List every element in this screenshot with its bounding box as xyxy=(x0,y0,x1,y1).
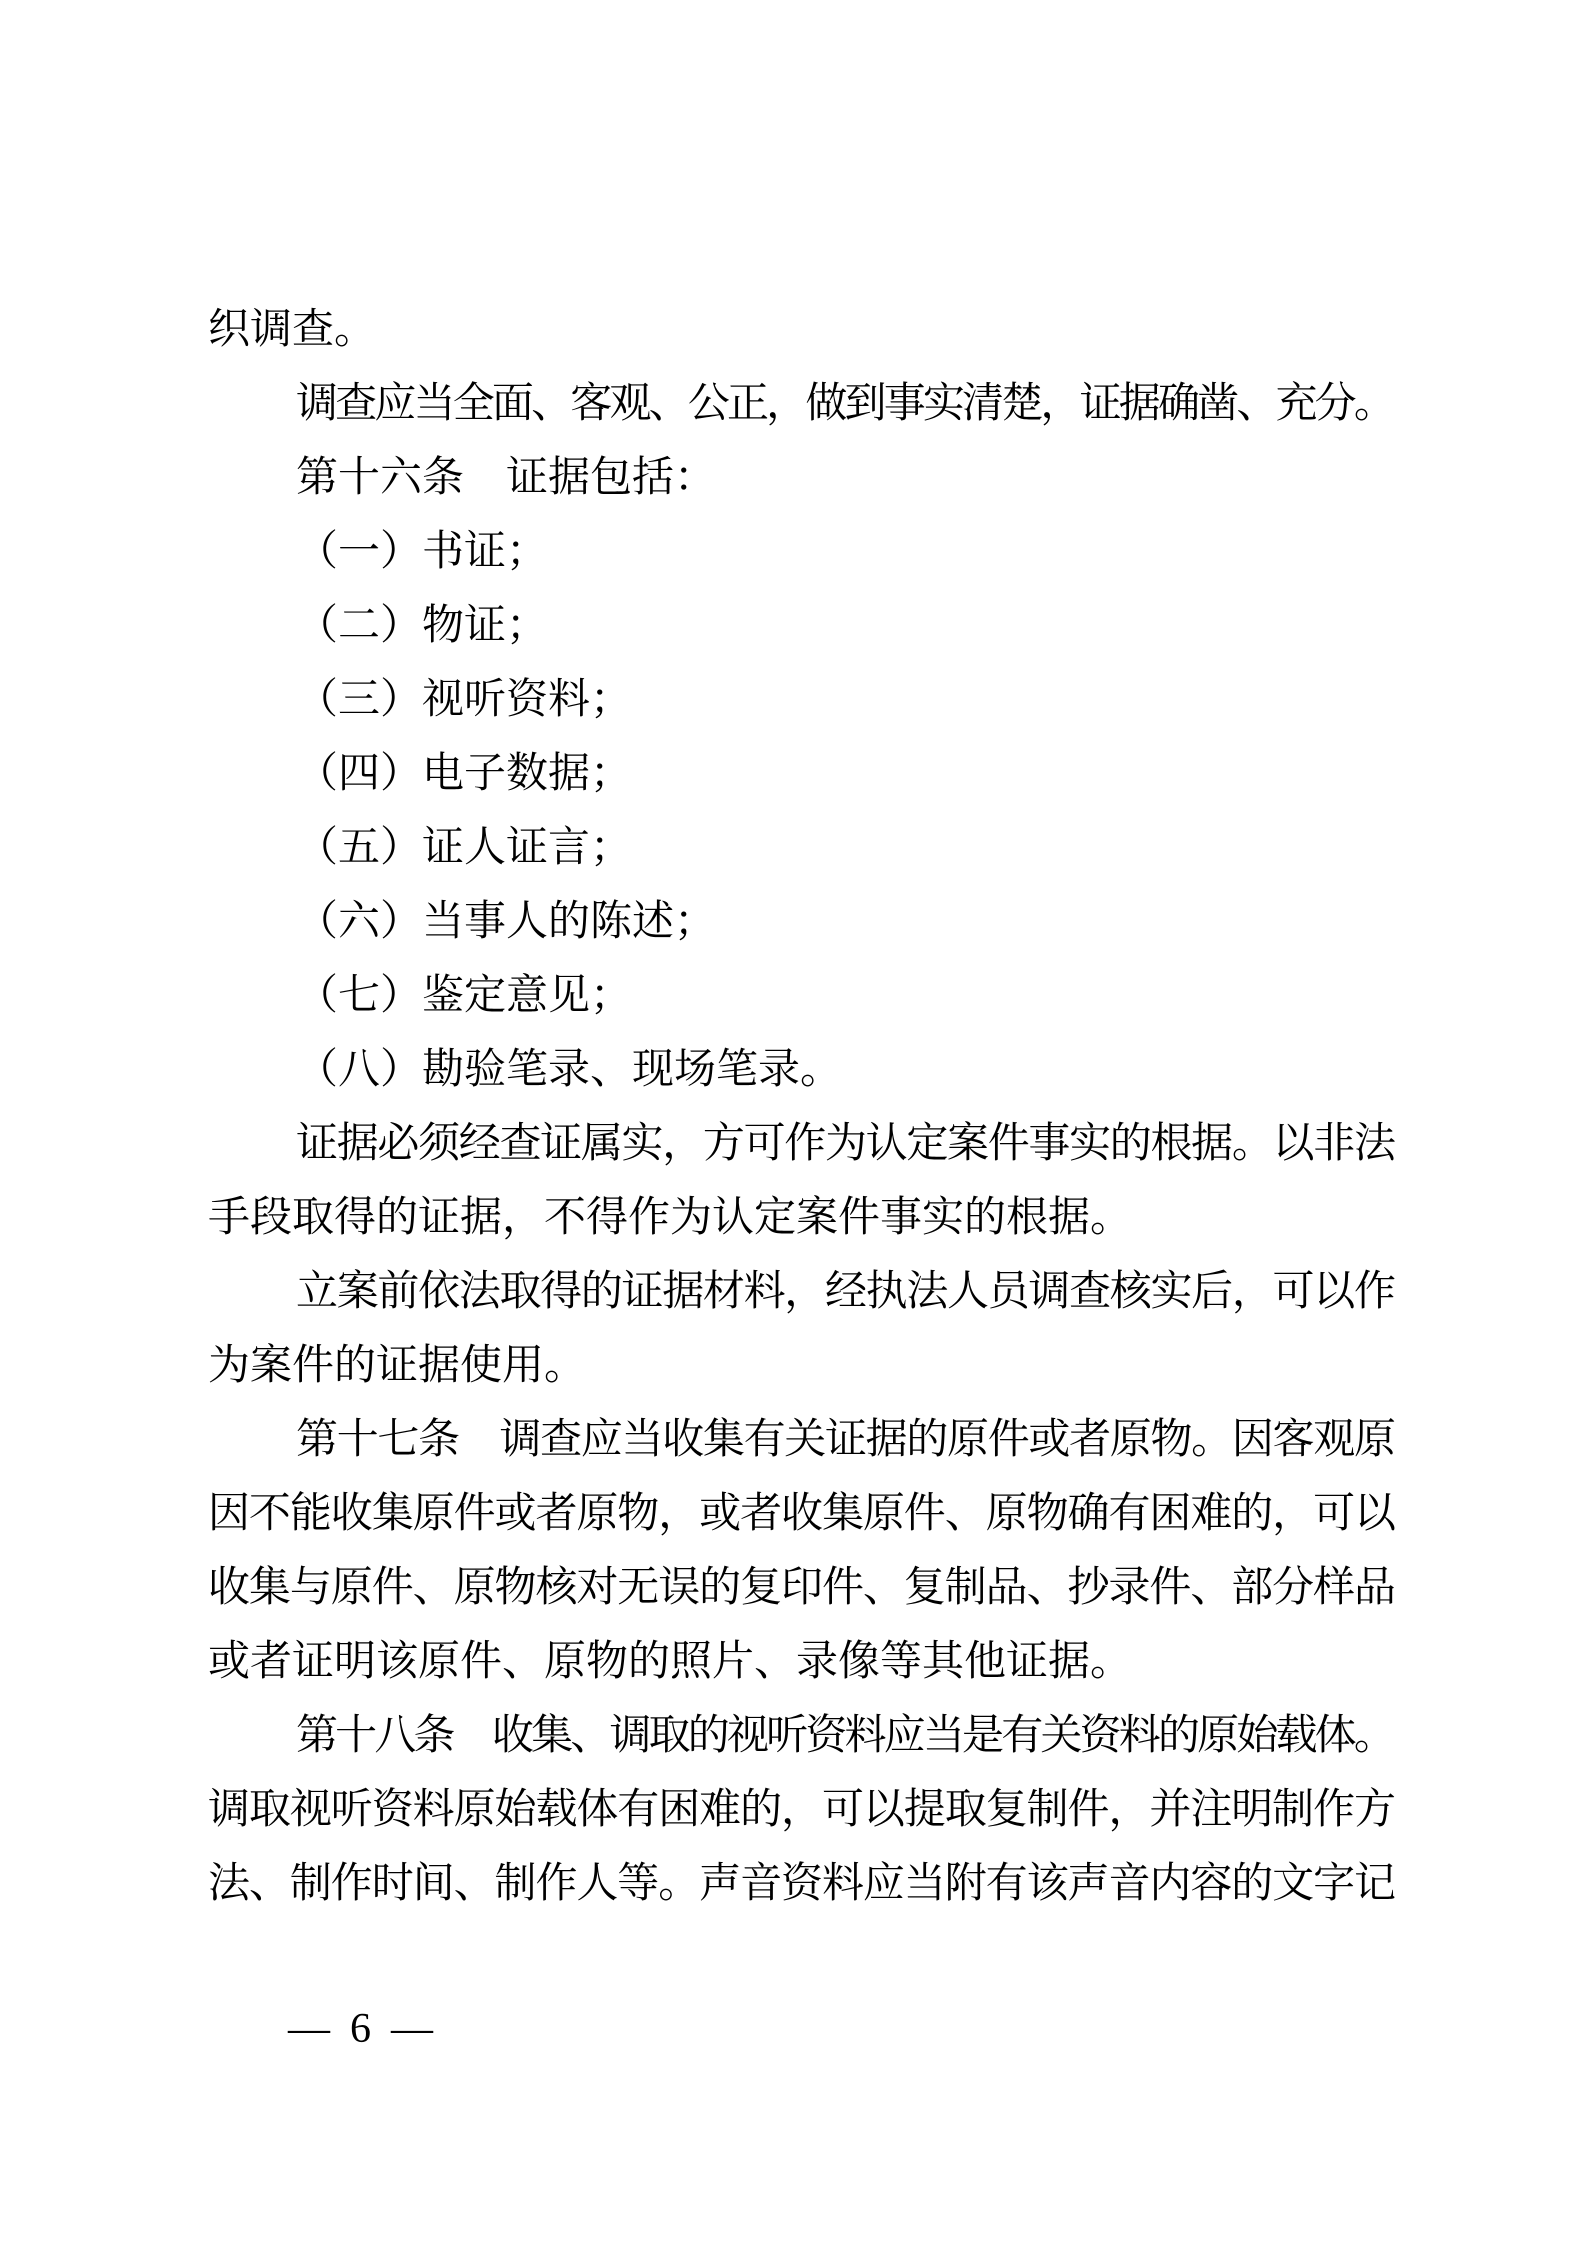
text-line: 证据必须经查证属实，方可作为认定案件事实的根据。以非法 xyxy=(296,1119,1395,1166)
text-line: 调查应当全面、客观、公正，做到事实清楚，证据确凿、充分。 xyxy=(296,379,1394,426)
page-footer xyxy=(288,2003,433,2055)
text-line: 立案前依法取得的证据材料，经执法人员调查核实后，可以作 xyxy=(296,1267,1395,1314)
text-line: 调取视听资料原始载体有困难的，可以提取复制件，并注明制作方 xyxy=(208,1785,1395,1832)
text-line: （八）勘验笔录、现场笔录。 xyxy=(296,1045,843,1092)
text-line: 第十六条 证据包括： xyxy=(296,453,717,500)
text-line: 第十八条 收集、调取的视听资料应当是有关资料的原始载体。 xyxy=(296,1711,1394,1758)
footer-dash-left: — xyxy=(288,2006,330,2052)
text-line: （六）当事人的陈述； xyxy=(296,897,717,944)
text-line: 为案件的证据使用。 xyxy=(208,1341,587,1388)
text-line: （七）鉴定意见； xyxy=(296,971,633,1018)
text-line: （五）证人证言； xyxy=(296,823,633,870)
document-body xyxy=(208,292,1396,1920)
text-line: （三）视听资料； xyxy=(296,675,633,722)
text-line: （四）电子数据； xyxy=(296,749,633,796)
footer-dash-right: — xyxy=(391,2006,433,2052)
text-line: 或者证明该原件、原物的照片、录像等其他证据。 xyxy=(208,1637,1133,1684)
text-line: 织调查。 xyxy=(208,305,377,352)
text-line: 第十七条 调查应当收集有关证据的原件或者原物。因客观原 xyxy=(296,1415,1395,1462)
text-line: 手段取得的证据，不得作为认定案件事实的根据。 xyxy=(208,1193,1133,1240)
page-number: 6 xyxy=(350,2006,371,2052)
text-line: （一）书证； xyxy=(296,527,549,574)
text-line: 收集与原件、原物核对无误的复印件、复制品、抄录件、部分样品 xyxy=(208,1563,1395,1610)
text-line: 因不能收集原件或者原物，或者收集原件、原物确有困难的，可以 xyxy=(208,1489,1395,1536)
text-line: （二）物证； xyxy=(296,601,549,648)
text-line: 法、制作时间、制作人等。声音资料应当附有该声音内容的文字记 xyxy=(208,1859,1395,1906)
